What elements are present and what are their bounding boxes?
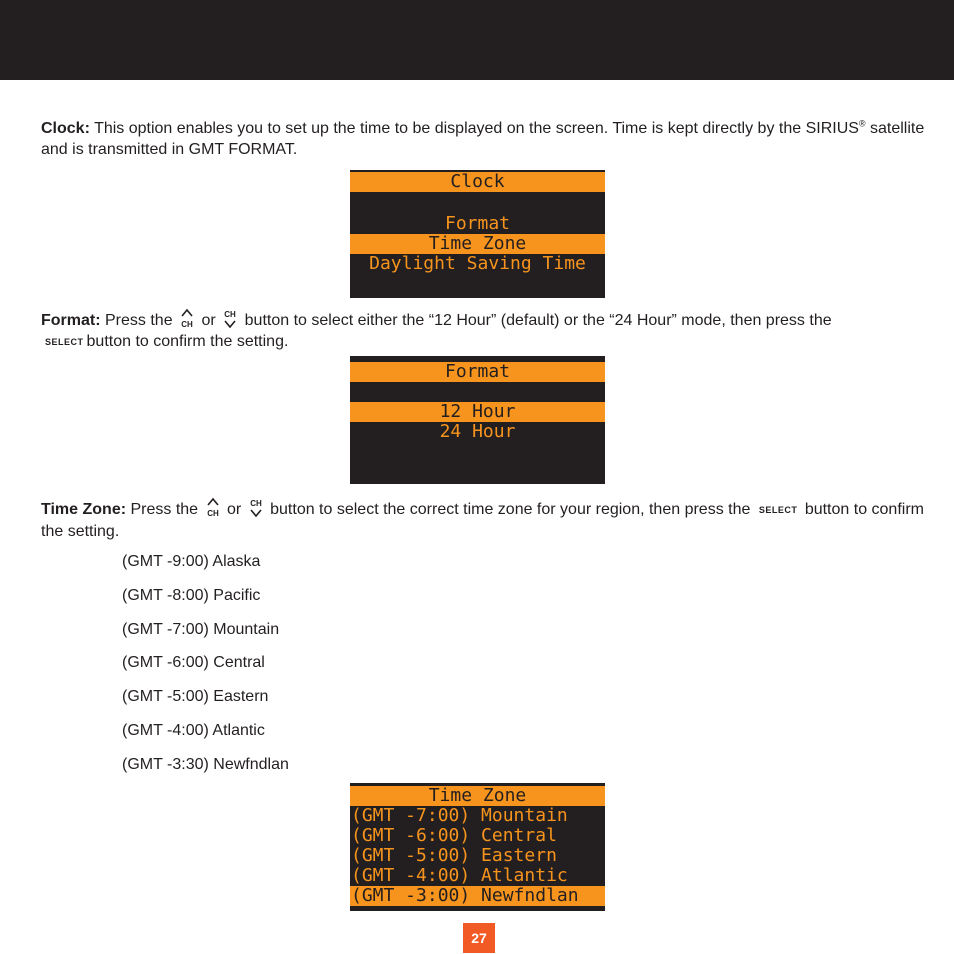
ch-label: CH bbox=[224, 310, 236, 319]
tz-item: (GMT -5:00) Eastern bbox=[351, 845, 557, 866]
or-text: or bbox=[201, 312, 216, 329]
menu-item-time-zone: Time Zone bbox=[350, 234, 605, 254]
ch-label: CH bbox=[206, 509, 219, 518]
time-zone-text-3: button to confirm the setting. bbox=[41, 501, 924, 540]
channel-up-icon bbox=[179, 308, 195, 330]
time-zone-paragraph bbox=[41, 497, 926, 542]
tz-item-selected: (GMT -3:00) Newfndlan bbox=[350, 886, 605, 906]
clock-menu-screen bbox=[350, 170, 605, 298]
format-heading: Format: bbox=[41, 312, 101, 329]
tz-item: (GMT -6:00) Central bbox=[351, 825, 557, 846]
list-item: (GMT -7:00) Mountain bbox=[122, 620, 280, 638]
ch-label: CH bbox=[249, 499, 262, 508]
time-zone-list bbox=[122, 551, 289, 788]
list-item: (GMT -6:00) Central bbox=[122, 654, 265, 672]
select-button-icon: SELECT bbox=[758, 505, 798, 515]
menu-item-format: Format bbox=[444, 213, 511, 234]
list-item: (GMT -3:30) Newfndlan bbox=[122, 755, 289, 773]
channel-down-icon bbox=[222, 308, 238, 330]
option-12-hour: 12 Hour bbox=[350, 402, 605, 422]
format-text-3: button to confirm the setting. bbox=[86, 333, 289, 350]
time-zone-heading: Time Zone: bbox=[41, 501, 127, 518]
header-bar bbox=[0, 0, 954, 80]
menu-item-daylight-saving: Daylight Saving Time bbox=[369, 253, 586, 274]
list-item: (GMT -8:00) Pacific bbox=[122, 586, 261, 604]
list-item: (GMT -9:00) Alaska bbox=[122, 553, 261, 570]
tz-item: (GMT -4:00) Atlantic bbox=[351, 865, 568, 886]
time-zone-text: Press the bbox=[126, 501, 199, 518]
channel-up-icon bbox=[205, 497, 221, 519]
clock-text: This option enables you to set up the time to be displayed on the screen. Time is kept directly by the SIRIUS bbox=[89, 120, 859, 137]
time-zone-text-2: button to select the correct time zone for your region, then press the bbox=[270, 501, 751, 518]
option-24-hour: 24 Hour bbox=[439, 421, 516, 442]
list-item: (GMT -5:00) Eastern bbox=[122, 688, 269, 706]
clock-heading: Clock: bbox=[41, 120, 90, 137]
format-text-2: button to select either the “12 Hour” (default) or the “24 Hour” mode, then press the bbox=[244, 312, 832, 329]
list-item: (GMT -4:00) Atlantic bbox=[122, 721, 265, 739]
clock-text-2: satellite and is transmitted in GMT FORMAT. bbox=[41, 120, 925, 158]
select-button-icon: SELECT bbox=[45, 337, 84, 347]
screen-title: Format bbox=[350, 362, 605, 382]
or-text: or bbox=[226, 501, 242, 518]
format-paragraph bbox=[41, 308, 926, 353]
time-zone-menu-screen bbox=[350, 783, 605, 911]
format-menu-screen bbox=[350, 356, 605, 484]
format-text: Press the bbox=[100, 312, 173, 329]
channel-down-icon bbox=[248, 497, 264, 519]
page-number-badge: 27 bbox=[463, 923, 495, 953]
ch-label: CH bbox=[181, 320, 193, 329]
registered-mark: ® bbox=[858, 118, 866, 129]
screen-title: Clock bbox=[350, 172, 605, 192]
tz-item: (GMT -7:00) Mountain bbox=[351, 805, 568, 826]
clock-paragraph bbox=[41, 118, 926, 160]
screen-title: Time Zone bbox=[350, 786, 605, 806]
